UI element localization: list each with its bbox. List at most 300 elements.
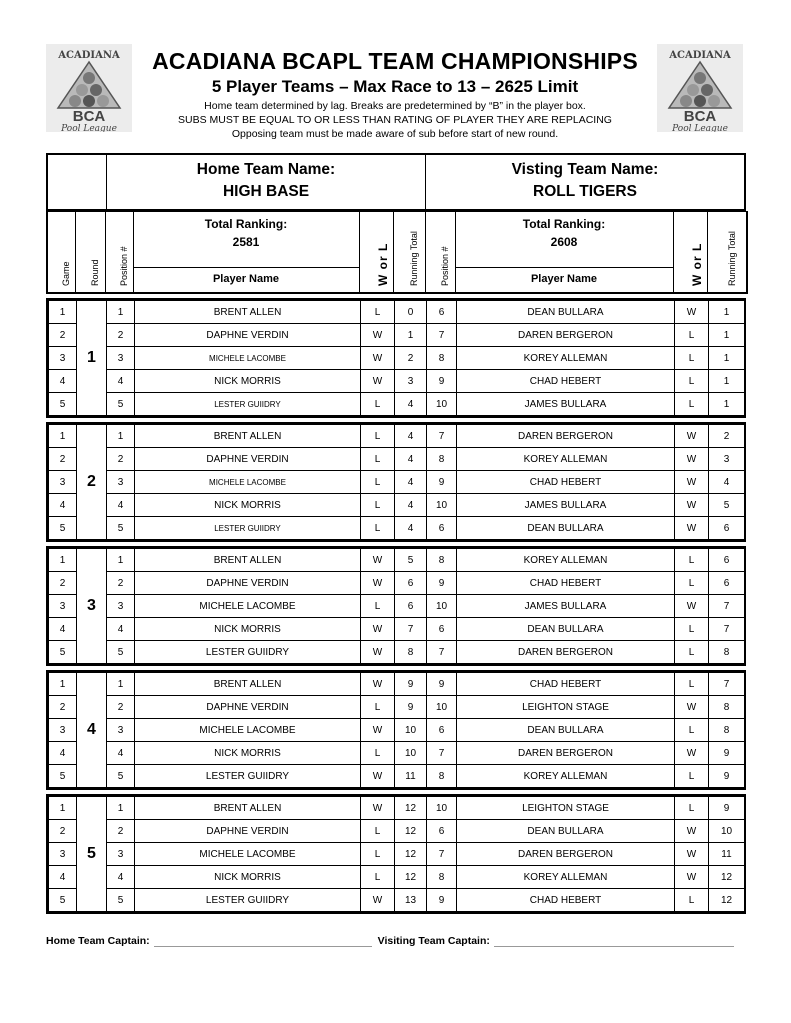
home-position-cell: 2 [107, 448, 135, 471]
home-running-total-cell: 9 [395, 673, 427, 696]
home-result-cell: L [361, 425, 395, 448]
game-number-cell: 1 [49, 425, 77, 448]
visitor-running-total-header: Running Total [707, 212, 747, 294]
home-result-cell: W [361, 641, 395, 664]
visitor-player-cell: DAREN BERGERON [457, 641, 675, 664]
svg-text:BCA: BCA [72, 108, 106, 125]
visitor-ranking-label: Total Ranking: [522, 217, 606, 231]
home-position-cell: 3 [107, 347, 135, 370]
game-row [49, 448, 745, 471]
home-result-cell: L [361, 448, 395, 471]
home-player-cell: BRENT ALLEN [135, 673, 361, 696]
game-number-cell: 2 [49, 820, 77, 843]
visitor-running-total-cell: 3 [709, 448, 745, 471]
home-player-cell: DAPHNE VERDIN [135, 696, 361, 719]
visitor-player-cell: DEAN BULLARA [457, 820, 675, 843]
visitor-position-cell: 8 [427, 866, 457, 889]
home-running-total-cell: 12 [395, 797, 427, 820]
visiting-team-name: ROLL TIGERS [533, 183, 637, 200]
svg-text:Pool League: Pool League [61, 124, 117, 132]
visitor-result-cell: W [675, 696, 709, 719]
visitor-ranking-cell [455, 212, 673, 294]
home-position-cell: 3 [107, 595, 135, 618]
visitor-running-total-cell: 9 [709, 765, 745, 788]
visitor-position-cell: 10 [427, 494, 457, 517]
home-running-total-cell: 7 [395, 618, 427, 641]
game-number-cell: 4 [49, 494, 77, 517]
visitor-position-cell: 10 [427, 595, 457, 618]
visitor-running-total-cell: 9 [709, 742, 745, 765]
game-number-cell: 2 [49, 448, 77, 471]
game-row [49, 641, 745, 664]
game-number-cell: 1 [49, 797, 77, 820]
bca-logo-icon [46, 44, 132, 132]
visitor-running-total-cell: 12 [709, 889, 745, 912]
home-result-cell: L [361, 866, 395, 889]
visitor-player-cell: JAMES BULLARA [457, 393, 675, 416]
visitor-running-total-cell: 7 [709, 673, 745, 696]
home-running-total-cell: 12 [395, 866, 427, 889]
visitor-position-cell: 7 [427, 425, 457, 448]
visitor-running-total-cell: 7 [709, 618, 745, 641]
visitor-result-cell: W [675, 301, 709, 324]
game-row [49, 843, 745, 866]
visitor-position-cell: 6 [427, 820, 457, 843]
visitor-player-cell: CHAD HEBERT [457, 572, 675, 595]
game-row [49, 393, 745, 416]
game-row [49, 618, 745, 641]
home-running-total-cell: 2 [395, 347, 427, 370]
home-result-cell: L [361, 494, 395, 517]
home-result-cell: W [361, 765, 395, 788]
visitor-result-cell: L [675, 572, 709, 595]
round-block [46, 546, 746, 666]
visitor-running-total-cell: 5 [709, 494, 745, 517]
visitor-running-total-cell: 12 [709, 866, 745, 889]
home-result-cell: L [361, 843, 395, 866]
game-number-cell: 4 [49, 866, 77, 889]
home-position-cell: 3 [107, 719, 135, 742]
home-result-cell: W [361, 572, 395, 595]
home-player-cell: MICHELE LACOMBE [135, 843, 361, 866]
home-player-cell: LESTER GUIIDRY [135, 765, 361, 788]
game-row [49, 797, 745, 820]
visitor-position-cell: 6 [427, 517, 457, 540]
round-number-cell: 5 [77, 797, 107, 912]
visitor-result-cell: L [675, 393, 709, 416]
visitor-result-cell: W [675, 820, 709, 843]
home-player-cell: MICHELE LACOMBE [135, 347, 361, 370]
team-names-header [46, 153, 746, 211]
visitor-result-cell: L [675, 324, 709, 347]
visitor-position-cell: 8 [427, 448, 457, 471]
visitor-wl-header: W or L [673, 212, 707, 294]
visitor-player-cell: DEAN BULLARA [457, 618, 675, 641]
home-running-total-cell: 1 [395, 324, 427, 347]
home-running-total-cell: 11 [395, 765, 427, 788]
visitor-result-cell: W [675, 595, 709, 618]
visitor-result-cell: W [675, 425, 709, 448]
game-row [49, 820, 745, 843]
game-number-cell: 3 [49, 843, 77, 866]
visiting-captain-label: Visiting Team Captain: [377, 935, 490, 947]
visitor-result-cell: L [675, 797, 709, 820]
home-result-cell: W [361, 719, 395, 742]
visitor-running-total-cell: 1 [709, 347, 745, 370]
home-player-cell: LESTER GUIIDRY [135, 641, 361, 664]
visitor-running-total-cell: 11 [709, 843, 745, 866]
svg-text:ACADIANA: ACADIANA [669, 50, 731, 61]
game-number-cell: 3 [49, 347, 77, 370]
visitor-running-total-cell: 2 [709, 425, 745, 448]
game-row [49, 370, 745, 393]
home-result-cell: W [361, 797, 395, 820]
visitor-position-cell: 10 [427, 696, 457, 719]
home-player-cell: MICHELE LACOMBE [135, 595, 361, 618]
home-running-total-cell: 12 [395, 820, 427, 843]
visiting-captain-signature-line[interactable] [494, 935, 734, 947]
rule-note: Opposing team must be made aware of sub before start of new round. [231, 128, 559, 140]
home-running-total-cell: 9 [395, 696, 427, 719]
visitor-player-cell: DAREN BERGERON [457, 843, 675, 866]
game-column-header: Game [47, 212, 75, 294]
home-position-cell: 1 [107, 797, 135, 820]
home-player-cell: NICK MORRIS [135, 618, 361, 641]
home-ranking-value: 2581 [232, 235, 260, 249]
visitor-position-cell: 6 [427, 719, 457, 742]
home-player-cell: DAPHNE VERDIN [135, 448, 361, 471]
visitor-player-cell: DEAN BULLARA [457, 301, 675, 324]
home-position-header: Position # [105, 212, 133, 294]
visitor-result-cell: L [675, 641, 709, 664]
home-result-cell: L [361, 820, 395, 843]
home-ranking-label: Total Ranking: [204, 217, 288, 231]
visitor-result-cell: L [675, 347, 709, 370]
home-result-cell: L [361, 471, 395, 494]
visitor-position-cell: 7 [427, 843, 457, 866]
round-number-cell: 4 [77, 673, 107, 788]
home-position-cell: 5 [107, 517, 135, 540]
visitor-player-cell: KOREY ALLEMAN [457, 347, 675, 370]
visitor-running-total-cell: 6 [709, 517, 745, 540]
home-player-name-header: Player Name [212, 273, 280, 285]
game-number-cell: 1 [49, 301, 77, 324]
visitor-result-cell: L [675, 719, 709, 742]
home-running-total-cell: 5 [395, 549, 427, 572]
home-position-cell: 2 [107, 820, 135, 843]
visitor-result-cell: W [675, 843, 709, 866]
rule-note: Home team determined by lag. Breaks are predetermined by “B” in the player box. [204, 100, 586, 112]
game-number-cell: 5 [49, 641, 77, 664]
home-player-cell: NICK MORRIS [135, 370, 361, 393]
home-captain-label: Home Team Captain: [46, 935, 150, 947]
home-position-cell: 1 [107, 425, 135, 448]
round-block [46, 422, 746, 542]
visitor-position-cell: 9 [427, 471, 457, 494]
home-position-cell: 5 [107, 889, 135, 912]
visitor-ranking-value: 2608 [550, 235, 578, 249]
game-number-cell: 3 [49, 719, 77, 742]
game-row [49, 742, 745, 765]
visitor-position-cell: 6 [427, 301, 457, 324]
home-player-cell: MICHELE LACOMBE [135, 471, 361, 494]
visitor-running-total-cell: 7 [709, 595, 745, 618]
visitor-running-total-cell: 8 [709, 641, 745, 664]
visitor-player-cell: KOREY ALLEMAN [457, 448, 675, 471]
home-running-total-cell: 13 [395, 889, 427, 912]
visitor-position-cell: 8 [427, 549, 457, 572]
game-row [49, 301, 745, 324]
visitor-result-cell: L [675, 549, 709, 572]
visitor-result-cell: L [675, 765, 709, 788]
visitor-position-header: Position # [425, 212, 455, 294]
home-player-cell: LESTER GUIIDRY [135, 889, 361, 912]
visitor-position-cell: 7 [427, 324, 457, 347]
home-captain-signature-line[interactable] [154, 935, 372, 947]
home-position-cell: 1 [107, 301, 135, 324]
visitor-result-cell: W [675, 517, 709, 540]
visitor-result-cell: W [675, 494, 709, 517]
home-player-cell: BRENT ALLEN [135, 549, 361, 572]
visitor-result-cell: W [675, 448, 709, 471]
page-title: ACADIANA BCAPL TEAM CHAMPIONSHIPS [152, 48, 638, 74]
home-running-total-cell: 4 [395, 448, 427, 471]
visitor-result-cell: W [675, 471, 709, 494]
visitor-running-total-cell: 1 [709, 301, 745, 324]
visitor-running-total-cell: 4 [709, 471, 745, 494]
home-position-cell: 3 [107, 843, 135, 866]
game-row [49, 549, 745, 572]
visitor-running-total-cell: 10 [709, 820, 745, 843]
visitor-player-cell: DEAN BULLARA [457, 719, 675, 742]
visitor-player-cell: CHAD HEBERT [457, 889, 675, 912]
round-block [46, 670, 746, 790]
home-position-cell: 5 [107, 393, 135, 416]
visitor-player-cell: JAMES BULLARA [457, 595, 675, 618]
home-running-total-cell: 4 [395, 393, 427, 416]
document-header [130, 46, 660, 141]
game-number-cell: 5 [49, 517, 77, 540]
game-row [49, 595, 745, 618]
home-running-total-cell: 4 [395, 494, 427, 517]
visitor-player-cell: KOREY ALLEMAN [457, 866, 675, 889]
game-row [49, 866, 745, 889]
visiting-team-box [426, 155, 744, 209]
visitor-position-cell: 9 [427, 889, 457, 912]
visitor-player-cell: DAREN BERGERON [457, 324, 675, 347]
round-number-cell: 2 [77, 425, 107, 540]
svg-text:Pool League: Pool League [672, 124, 728, 132]
home-result-cell: L [361, 595, 395, 618]
visitor-position-cell: 7 [427, 641, 457, 664]
bca-logo-icon [657, 44, 743, 132]
visitor-position-cell: 9 [427, 673, 457, 696]
visitor-player-cell: CHAD HEBERT [457, 471, 675, 494]
visitor-player-cell: KOREY ALLEMAN [457, 765, 675, 788]
visitor-result-cell: L [675, 889, 709, 912]
svg-text:BCA: BCA [683, 108, 717, 125]
home-result-cell: L [361, 742, 395, 765]
visitor-running-total-cell: 6 [709, 572, 745, 595]
home-position-cell: 4 [107, 494, 135, 517]
home-result-cell: L [361, 301, 395, 324]
home-position-cell: 1 [107, 549, 135, 572]
home-running-total-cell: 8 [395, 641, 427, 664]
visitor-position-cell: 9 [427, 572, 457, 595]
home-result-cell: W [361, 618, 395, 641]
home-player-cell: NICK MORRIS [135, 742, 361, 765]
game-number-cell: 1 [49, 673, 77, 696]
game-row [49, 471, 745, 494]
game-number-cell: 3 [49, 471, 77, 494]
game-number-cell: 5 [49, 765, 77, 788]
home-result-cell: W [361, 324, 395, 347]
home-position-cell: 3 [107, 471, 135, 494]
home-team-label: Home Team Name: [196, 161, 336, 178]
home-position-cell: 4 [107, 866, 135, 889]
game-row [49, 765, 745, 788]
game-row [49, 324, 745, 347]
round-column-header: Round [75, 212, 105, 294]
game-number-cell: 5 [49, 393, 77, 416]
visitor-result-cell: W [675, 742, 709, 765]
home-running-total-cell: 3 [395, 370, 427, 393]
visiting-team-label: Visting Team Name: [511, 161, 659, 178]
home-result-cell: W [361, 549, 395, 572]
home-running-total-header: Running Total [393, 212, 425, 294]
game-row [49, 572, 745, 595]
rule-note: SUBS MUST BE EQUAL TO OR LESS THAN RATING OF PLAYER THEY ARE REPLACING [178, 114, 612, 126]
home-position-cell: 2 [107, 324, 135, 347]
visitor-running-total-cell: 8 [709, 696, 745, 719]
home-player-cell: BRENT ALLEN [135, 797, 361, 820]
visitor-result-cell: L [675, 370, 709, 393]
game-number-cell: 1 [49, 549, 77, 572]
home-player-cell: NICK MORRIS [135, 494, 361, 517]
home-result-cell: L [361, 517, 395, 540]
game-row [49, 425, 745, 448]
column-header-table [46, 211, 748, 294]
home-player-cell: DAPHNE VERDIN [135, 324, 361, 347]
visitor-position-cell: 10 [427, 797, 457, 820]
round-number-cell: 1 [77, 301, 107, 416]
home-result-cell: L [361, 393, 395, 416]
visitor-position-cell: 10 [427, 393, 457, 416]
home-player-cell: LESTER GUIIDRY [135, 517, 361, 540]
visitor-running-total-cell: 1 [709, 370, 745, 393]
home-player-cell: BRENT ALLEN [135, 425, 361, 448]
score-sheet [46, 153, 746, 914]
home-running-total-cell: 4 [395, 517, 427, 540]
visitor-running-total-cell: 1 [709, 324, 745, 347]
visitor-position-cell: 9 [427, 370, 457, 393]
home-position-cell: 5 [107, 765, 135, 788]
home-result-cell: W [361, 889, 395, 912]
home-position-cell: 1 [107, 673, 135, 696]
visitor-player-cell: LEIGHTON STAGE [457, 696, 675, 719]
visitor-running-total-cell: 1 [709, 393, 745, 416]
game-row [49, 719, 745, 742]
game-number-cell: 2 [49, 572, 77, 595]
home-result-cell: W [361, 370, 395, 393]
home-player-cell: MICHELE LACOMBE [135, 719, 361, 742]
visitor-result-cell: L [675, 673, 709, 696]
home-running-total-cell: 12 [395, 843, 427, 866]
home-player-cell: LESTER GUIIDRY [135, 393, 361, 416]
home-position-cell: 5 [107, 641, 135, 664]
visitor-running-total-cell: 8 [709, 719, 745, 742]
home-ranking-cell [133, 212, 359, 294]
round-number-cell: 3 [77, 549, 107, 664]
game-row [49, 517, 745, 540]
visitor-player-cell: KOREY ALLEMAN [457, 549, 675, 572]
visitor-running-total-cell: 9 [709, 797, 745, 820]
home-player-cell: DAPHNE VERDIN [135, 820, 361, 843]
visitor-running-total-cell: 6 [709, 549, 745, 572]
home-running-total-cell: 10 [395, 719, 427, 742]
game-row [49, 696, 745, 719]
home-player-cell: BRENT ALLEN [135, 301, 361, 324]
game-row [49, 889, 745, 912]
game-row [49, 347, 745, 370]
home-team-name: HIGH BASE [222, 183, 310, 200]
home-wl-header: W or L [359, 212, 393, 294]
svg-text:ACADIANA: ACADIANA [58, 50, 120, 61]
visitor-player-cell: LEIGHTON STAGE [457, 797, 675, 820]
home-position-cell: 4 [107, 742, 135, 765]
game-number-cell: 2 [49, 696, 77, 719]
visitor-player-cell: CHAD HEBERT [457, 673, 675, 696]
game-row [49, 494, 745, 517]
visitor-result-cell: W [675, 866, 709, 889]
visitor-position-cell: 6 [427, 618, 457, 641]
home-position-cell: 4 [107, 370, 135, 393]
game-row [49, 673, 745, 696]
home-running-total-cell: 0 [395, 301, 427, 324]
home-player-cell: NICK MORRIS [135, 866, 361, 889]
game-number-cell: 3 [49, 595, 77, 618]
page-subtitle: 5 Player Teams – Max Race to 13 – 2625 Limit [211, 77, 579, 96]
game-number-cell: 4 [49, 742, 77, 765]
visitor-player-cell: DAREN BERGERON [457, 742, 675, 765]
visitor-player-cell: DAREN BERGERON [457, 425, 675, 448]
visitor-position-cell: 7 [427, 742, 457, 765]
home-result-cell: W [361, 347, 395, 370]
visitor-position-cell: 8 [427, 347, 457, 370]
home-running-total-cell: 4 [395, 425, 427, 448]
visitor-player-cell: CHAD HEBERT [457, 370, 675, 393]
home-running-total-cell: 4 [395, 471, 427, 494]
game-number-cell: 5 [49, 889, 77, 912]
home-running-total-cell: 6 [395, 572, 427, 595]
home-team-box [107, 155, 426, 209]
home-running-total-cell: 6 [395, 595, 427, 618]
home-player-cell: DAPHNE VERDIN [135, 572, 361, 595]
round-block [46, 298, 746, 418]
game-number-cell: 2 [49, 324, 77, 347]
captain-signatures [46, 935, 746, 947]
home-position-cell: 4 [107, 618, 135, 641]
visitor-player-cell: JAMES BULLARA [457, 494, 675, 517]
rounds-container [46, 298, 746, 914]
visitor-position-cell: 8 [427, 765, 457, 788]
round-block [46, 794, 746, 914]
home-position-cell: 2 [107, 572, 135, 595]
home-running-total-cell: 10 [395, 742, 427, 765]
home-result-cell: W [361, 673, 395, 696]
game-number-cell: 4 [49, 618, 77, 641]
visitor-result-cell: L [675, 618, 709, 641]
